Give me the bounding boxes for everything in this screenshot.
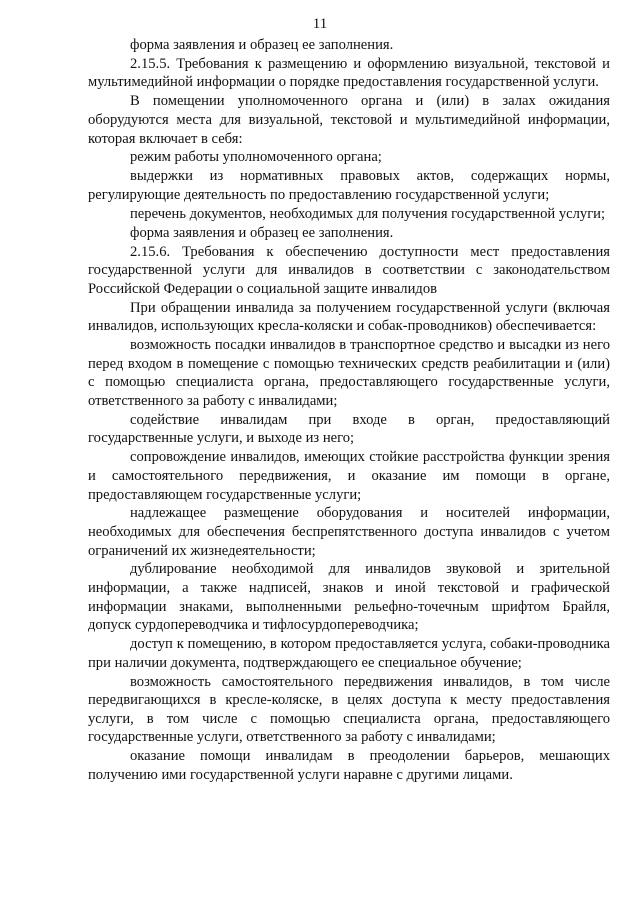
- paragraph-entry-assistance: содействие инвалидам при входе в орган, предоставляющий государственные услуги, и выходе из него;: [88, 411, 610, 447]
- paragraph-info-places: В помещении уполномоченного органа и (или) в залах ожидания оборудуются места для визуальной, текстовой и мультимедийной информации, которая включает в себя:: [88, 93, 610, 147]
- paragraph-equipment-placement: надлежащее размещение оборудования и носителей информации, необходимых для обеспечения беспрепятственного доступа инвалидов с учетом ограничений их жизнедеятельности;: [88, 505, 610, 559]
- paragraph-independent-movement: возможность самостоятельного передвижения инвалидов, в том числе передвигающихся в кресле-коляске, в целях доступа к месту предоставления услуги, в том числе с помощью специалиста органа, предоставляющего государственные услуги, ответственного за работу с инвалидами;: [88, 673, 610, 746]
- paragraph-barrier-assistance: оказание помощи инвалидам в преодолении барьеров, мешающих получению ими государственной услуги наравне с другими лицами.: [88, 748, 610, 783]
- paragraph-documents-list: перечень документов, необходимых для получения государственной услуги;: [130, 205, 606, 222]
- paragraph-form-sample-1: форма заявления и образец ее заполнения.: [130, 37, 394, 53]
- document-body: [88, 36, 610, 785]
- paragraph-braille-duplication: дублирование необходимой для инвалидов звуковой и зрительной информации, а также надписей, знаков и иной текстовой и графической информации знаками, выполненными рельефно-точечным шрифтом Брайля, допуск сурдопереводчика и тифлосурдопереводчика;: [88, 561, 610, 634]
- page-number: 11: [312, 16, 328, 32]
- paragraph-disabled-access-intro: При обращении инвалида за получением государственной услуги (включая инвалидов, использующих кресла-коляски и собак-проводников) обеспечивается:: [88, 299, 610, 335]
- paragraph-form-sample-2: форма заявления и образец ее заполнения.: [130, 224, 394, 241]
- paragraph-work-schedule: режим работы уполномоченного органа;: [130, 149, 382, 166]
- paragraph-escort: сопровождение инвалидов, имеющих стойкие расстройства функции зрения и самостоятельного передвижения, и оказание им помощи в органе, предоставляющем государственные услуги;: [88, 449, 610, 503]
- paragraph-guide-dog-access: доступ к помещению, в котором предоставляется услуга, собаки-проводника при наличии документа, подтверждающего ее специальное обучение;: [88, 636, 610, 671]
- paragraph-legal-extracts: выдержки из нормативных правовых актов, содержащих нормы, регулирующие деятельность по предоставлению государственной услуги;: [88, 168, 610, 203]
- paragraph-transport-boarding: возможность посадки инвалидов в транспортное средство и высадки из него перед входом в помещение с помощью технических средств реабилитации и (или) с помощью специалиста органа, предоставляющего государственные услуги, ответственного за работу с инвалидами;: [88, 337, 610, 409]
- paragraph-2-15-6: 2.15.6. Требования к обеспечению доступности мест предоставления государственной услуги для инвалидов в соответствии с законодательством Российской Федерации о социальной защите инвалидов: [88, 243, 610, 297]
- paragraph-2-15-5: 2.15.5. Требования к размещению и оформлению визуальной, текстовой и мультимедийной информации о порядке предоставления государственной услуги.: [88, 55, 610, 91]
